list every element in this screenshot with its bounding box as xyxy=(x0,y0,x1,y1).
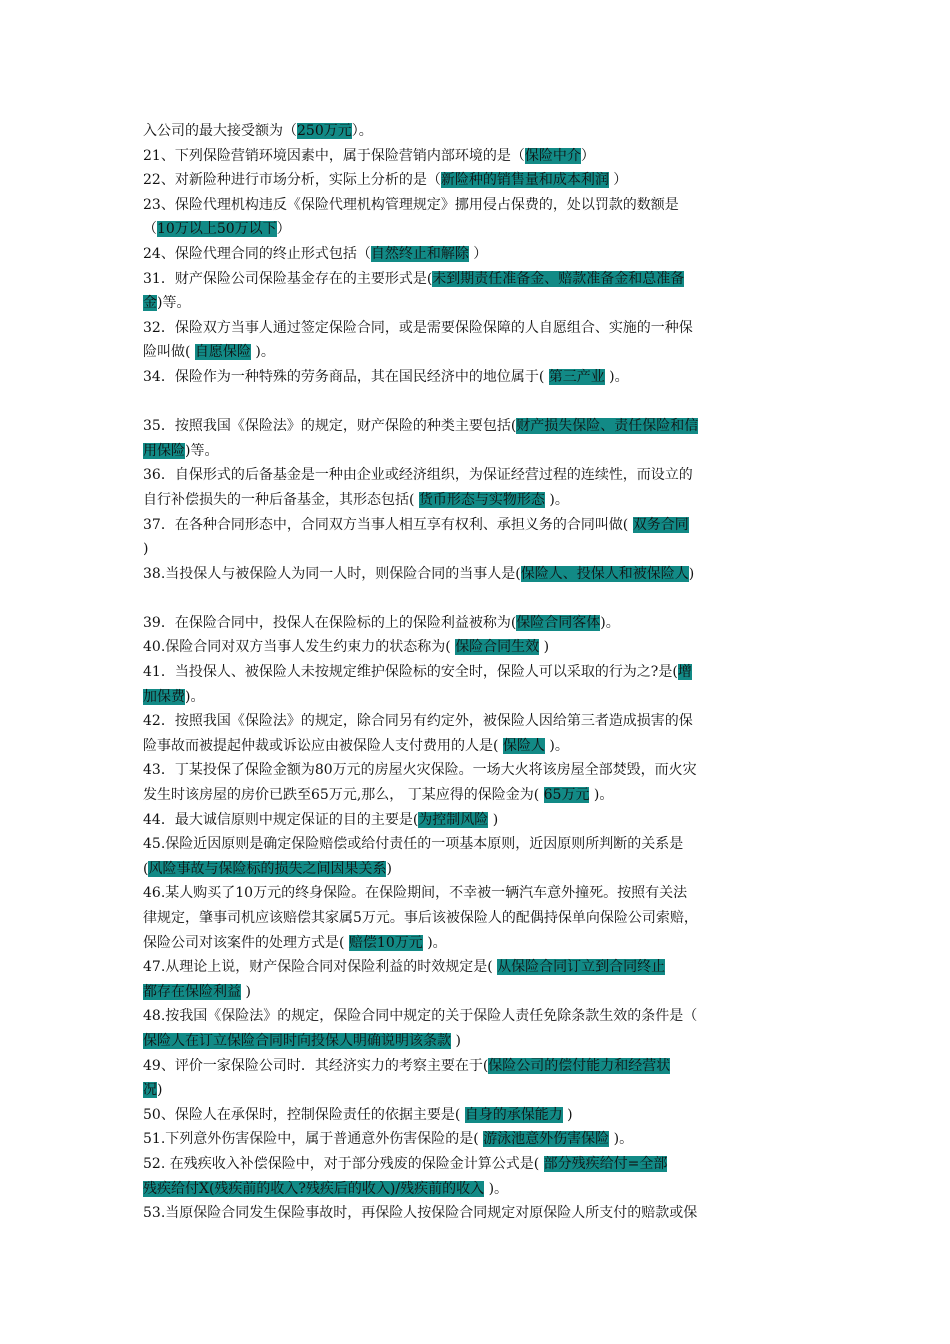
answer-highlight: 况 xyxy=(143,1082,157,1099)
text-segment: 44．最大诚信原则中规定保证的目的主要是( xyxy=(143,811,419,828)
text-line xyxy=(143,931,808,956)
text-line xyxy=(143,783,808,808)
text-segment: 46.某人购买了10万元的终身保险。在保险期间，不幸被一辆汽车意外撞死。按照有关法 xyxy=(143,885,688,902)
text-line xyxy=(143,463,808,488)
text-line xyxy=(143,709,808,734)
text-line xyxy=(143,660,808,685)
text-line xyxy=(143,1201,808,1226)
answer-highlight: 都存在保险利益 xyxy=(143,983,241,1000)
text-segment: )。 xyxy=(544,491,569,508)
text-segment: ) xyxy=(488,811,499,828)
text-line xyxy=(143,1004,808,1029)
text-segment: 53.当原保险合同发生保险事故时，再保险人按保险合同规定对原保险人所支付的赔款或保 xyxy=(143,1205,698,1222)
text-line xyxy=(143,193,808,218)
text-line xyxy=(143,980,808,1005)
text-line xyxy=(143,832,808,857)
text-segment: （ xyxy=(143,221,157,238)
answer-highlight: 保险公司的偿付能力和经营状 xyxy=(488,1057,671,1074)
text-segment: 35．按照我国《保险法》的规定，财产保险的种类主要包括( xyxy=(143,418,517,435)
answer-highlight: 保险合同生效 xyxy=(455,639,540,656)
text-segment: )。 xyxy=(185,688,205,705)
text-line xyxy=(143,513,808,538)
text-line xyxy=(143,881,808,906)
text-segment: 47.从理论上说，财产保险合同对保险利益的时效规定是( xyxy=(143,959,498,976)
text-line xyxy=(143,611,808,636)
text-segment: ） xyxy=(580,147,595,164)
answer-highlight: 新险种的销售量和成本利润 xyxy=(440,172,609,189)
answer-highlight: 保险人、投保人和被保险人 xyxy=(520,565,689,582)
answer-highlight: 保险人 xyxy=(502,737,545,754)
text-segment: ) xyxy=(386,860,392,877)
text-segment: ) xyxy=(143,541,149,558)
text-segment: ( xyxy=(143,860,149,877)
text-segment: 41．当投保人、被保险人未按规定维护保险标的安全时，保险人可以采取的行为之?是( xyxy=(143,664,678,681)
text-line xyxy=(143,1152,808,1177)
text-segment: ) xyxy=(241,983,251,1000)
blank-line xyxy=(143,586,808,611)
text-segment: ） xyxy=(276,221,291,238)
text-line xyxy=(143,955,808,980)
text-segment: 52. 在残疾收入补偿保险中，对于部分残废的保险金计算公式是( xyxy=(143,1155,544,1172)
text-segment: ) xyxy=(562,1106,573,1123)
text-line xyxy=(143,291,808,316)
text-segment: )。 xyxy=(609,1131,634,1148)
answer-highlight: 保险人在订立保险合同时向投保人明确说明该条款 xyxy=(143,1032,451,1049)
text-line xyxy=(143,414,808,439)
text-segment: 32．保险双方当事人通过签定保险合同，或是需要保险保障的人自愿组合、实施的一种保 xyxy=(143,319,693,336)
text-line xyxy=(143,857,808,882)
text-segment: )。 xyxy=(544,737,569,754)
text-line xyxy=(143,1127,808,1152)
text-line xyxy=(143,537,808,562)
text-segment: 保险公司对该案件的处理方式是( xyxy=(143,934,349,951)
text-segment: 49、评价一家保险公司时．其经济实力的考察主要在于( xyxy=(143,1057,489,1074)
answer-highlight: 保险合同客体 xyxy=(516,614,601,631)
text-segment: 险叫做( xyxy=(143,344,195,361)
text-line xyxy=(143,242,808,267)
text-segment: 50、保险人在承保时，控制保险责任的依据主要是( xyxy=(143,1106,465,1123)
blank-line xyxy=(143,390,808,415)
text-segment: ) xyxy=(451,1032,461,1049)
text-line xyxy=(143,144,808,169)
answer-highlight: 自然终止和解除 xyxy=(370,245,469,262)
text-segment: 21、下列保险营销环境因素中，属于保险营销内部环境的是（ xyxy=(143,147,525,164)
text-line xyxy=(143,758,808,783)
text-segment: ) xyxy=(157,1082,163,1099)
text-segment: 43．丁某投保了保险金额为80万元的房屋火灾保险。一场大火将该房屋全部焚毁，而火灾 xyxy=(143,762,697,779)
text-segment: 40.保险合同对双方当事人发生约束力的状态称为( xyxy=(143,639,456,656)
text-line xyxy=(143,340,808,365)
answer-highlight: 未到期责任准备金、赔款准备金和总准备 xyxy=(432,270,685,287)
answer-highlight: 自身的承保能力 xyxy=(464,1106,563,1123)
text-line xyxy=(143,734,808,759)
text-segment: )等。 xyxy=(157,295,191,312)
text-line xyxy=(143,267,808,292)
text-segment: )。 xyxy=(589,787,614,804)
answer-highlight: 金 xyxy=(143,295,157,312)
text-segment: )。 xyxy=(600,614,620,631)
answer-highlight: 部分残疾给付=全部 xyxy=(543,1155,668,1172)
text-line xyxy=(143,1103,808,1128)
text-segment: ） xyxy=(608,172,628,189)
text-line xyxy=(143,562,808,587)
text-segment: 31．财产保险公司保险基金存在的主要形式是( xyxy=(143,270,433,287)
text-segment: )。 xyxy=(484,1180,509,1197)
text-segment: 37．在各种合同形态中，合同双方当事人相互享有权利、承担义务的合同叫做( xyxy=(143,516,633,533)
text-line xyxy=(143,1029,808,1054)
text-segment: 入公司的最大接受额为（ xyxy=(143,123,297,139)
text-line xyxy=(143,685,808,710)
text-segment: ) xyxy=(539,639,550,656)
text-line xyxy=(143,168,808,193)
answer-highlight: 财产损失保险、责任保险和信 xyxy=(516,418,699,435)
text-segment: )。 xyxy=(604,368,629,385)
answer-highlight: 用保险 xyxy=(143,442,185,459)
answer-highlight: 增 xyxy=(677,664,692,681)
text-line xyxy=(143,439,808,464)
answer-highlight: 加保费 xyxy=(143,688,185,705)
answer-highlight: 250万元 xyxy=(297,123,352,139)
text-segment: 24、保险代理合同的终止形式包括（ xyxy=(143,245,371,262)
document-page xyxy=(143,119,808,1226)
answer-highlight: 货币形态与实物形态 xyxy=(418,491,545,508)
text-segment: 险事故而被提起仲裁或诉讼应由被保险人支付费用的人是( xyxy=(143,737,503,754)
text-line xyxy=(143,119,808,144)
text-segment: 34．保险作为一种特殊的劳务商品，其在国民经济中的地位属于( xyxy=(143,368,549,385)
text-segment: )。 xyxy=(422,934,447,951)
answer-highlight: 赔偿10万元 xyxy=(348,934,423,951)
answer-highlight: 65万元 xyxy=(543,787,590,804)
text-segment: )。 xyxy=(250,344,275,361)
text-segment: 42．按照我国《保险法》的规定，除合同另有约定外，被保险人因给第三者造成损害的保 xyxy=(143,713,693,730)
text-segment: 36．自保形式的后备基金是一种由企业或经济组织，为保证经营过程的连续性，而设立的 xyxy=(143,467,693,484)
text-line xyxy=(143,1078,808,1103)
text-line xyxy=(143,635,808,660)
text-line xyxy=(143,365,808,390)
text-segment: 48.按我国《保险法》的规定，保险合同中规定的关于保险人责任免除条款生效的条件是（ xyxy=(143,1008,698,1025)
answer-highlight: 第三产业 xyxy=(548,368,605,385)
text-segment: 45.保险近因原则是确定保险赔偿或给付责任的一项基本原则，近因原则所判断的关系是 xyxy=(143,836,684,853)
text-segment: )等。 xyxy=(185,442,219,459)
text-line xyxy=(143,808,808,833)
text-line xyxy=(143,488,808,513)
text-segment: 自行补偿损失的一种后备基金，其形态包括( xyxy=(143,491,419,508)
answer-highlight: 从保险合同订立到合同终止 xyxy=(497,959,666,976)
text-line xyxy=(143,316,808,341)
answer-highlight: 残疾给付X(残疾前的收入?残疾后的收入)/残疾前的收入 xyxy=(143,1180,485,1197)
answer-highlight: 保险中介 xyxy=(524,147,581,164)
text-segment: 23、保险代理机构违反《保险代理机构管理规定》挪用侵占保费的，处以罚款的数额是 xyxy=(143,196,679,213)
answer-highlight: 为控制风险 xyxy=(418,811,489,828)
text-segment: ） xyxy=(468,245,488,262)
answer-highlight: 游泳池意外伤害保险 xyxy=(483,1131,610,1148)
text-segment: ）。 xyxy=(351,123,373,139)
text-line xyxy=(143,1177,808,1202)
answer-highlight: 自愿保险 xyxy=(194,344,251,361)
text-segment: 39．在保险合同中，投保人在保险标的上的保险利益被称为( xyxy=(143,614,517,631)
answer-highlight: 10万以上50万以下 xyxy=(157,221,277,238)
text-segment: ) xyxy=(688,565,695,582)
text-segment: 51.下列意外伤害保险中，属于普通意外伤害保险的是( xyxy=(143,1131,484,1148)
text-segment: 律规定，肇事司机应该赔偿其家属5万元。事后该被保险人的配偶持保单向保险公司索赔， xyxy=(143,910,698,926)
text-line xyxy=(143,217,808,242)
text-segment: 发生时该房屋的房价已跌至65万元,那么， 丁某应得的保险金为( xyxy=(143,787,544,804)
text-line xyxy=(143,906,808,931)
text-segment: 22、对新险种进行市场分析，实际上分析的是（ xyxy=(143,172,441,189)
text-segment: 38.当投保人与被保险人为同一人时，则保险合同的当事人是( xyxy=(143,565,521,582)
answer-highlight: 风险事故与保险标的损失之间因果关系 xyxy=(148,860,387,877)
text-line xyxy=(143,1054,808,1079)
answer-highlight: 双务合同 xyxy=(632,516,689,533)
